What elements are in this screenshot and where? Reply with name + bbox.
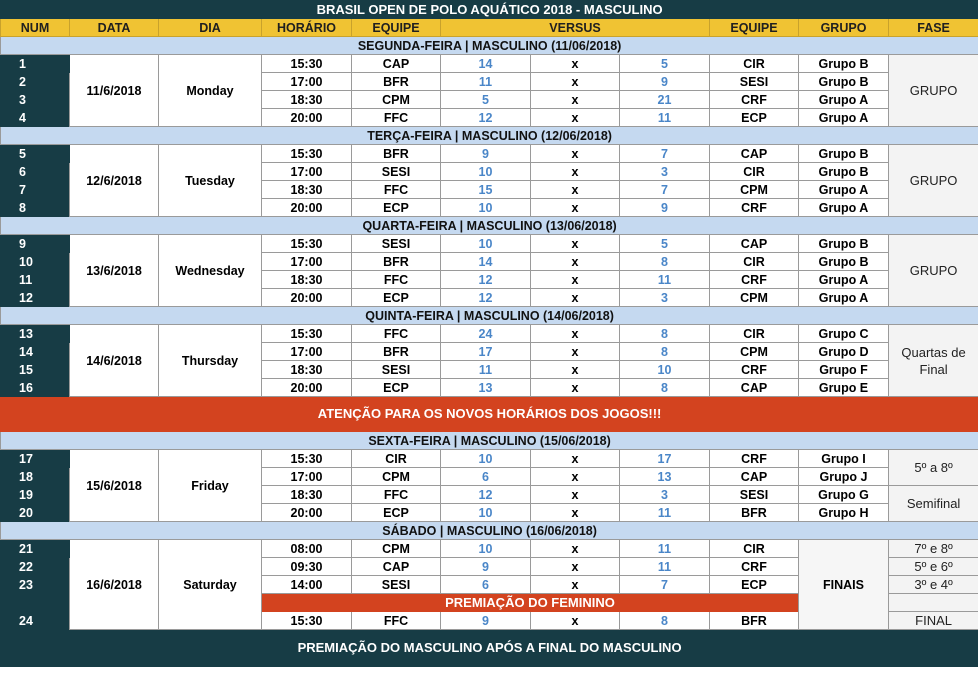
home-team: BFR — [352, 73, 441, 91]
table-row — [1, 235, 978, 253]
away-score: 3 — [620, 289, 710, 307]
away-team: CRF — [710, 361, 799, 379]
header-data: DATA — [70, 19, 159, 37]
game-time: 17:00 — [262, 343, 352, 361]
game-num: 4 — [1, 109, 70, 127]
game-date: 11/6/2018 — [70, 55, 159, 127]
game-group: Grupo B — [799, 73, 889, 91]
away-team: CIR — [710, 253, 799, 271]
title-row — [1, 1, 978, 19]
game-num: 2 — [1, 73, 70, 91]
home-team: FFC — [352, 325, 441, 343]
game-num: 12 — [1, 289, 70, 307]
home-team: CPM — [352, 540, 441, 558]
game-time: 20:00 — [262, 379, 352, 397]
game-num: 23 — [1, 576, 70, 594]
game-phase: Quartas de Final — [889, 325, 978, 397]
away-team: CRF — [710, 199, 799, 217]
away-score: 11 — [620, 504, 710, 522]
header-grupo: GRUPO — [799, 19, 889, 37]
away-score: 10 — [620, 361, 710, 379]
header-equipe-away: EQUIPE — [710, 19, 799, 37]
home-team: FFC — [352, 109, 441, 127]
away-team: CPM — [710, 343, 799, 361]
notice-banner: ATENÇÃO PARA OS NOVOS HORÁRIOS DOS JOGOS!!! — [1, 397, 978, 432]
home-score: 5 — [441, 91, 531, 109]
away-score: 9 — [620, 199, 710, 217]
home-score: 17 — [441, 343, 531, 361]
game-time: 18:30 — [262, 91, 352, 109]
game-num: 5 — [1, 145, 70, 163]
game-time: 17:00 — [262, 73, 352, 91]
day-header-row — [1, 127, 978, 145]
game-time: 18:30 — [262, 361, 352, 379]
versus-x: x — [531, 486, 620, 504]
day-header: SEXTA-FEIRA | MASCULINO (15/06/2018) — [1, 432, 978, 450]
home-team: ECP — [352, 504, 441, 522]
away-score: 11 — [620, 271, 710, 289]
away-team: BFR — [710, 504, 799, 522]
game-group: Grupo I — [799, 450, 889, 468]
game-time: 15:30 — [262, 55, 352, 73]
game-time: 20:00 — [262, 199, 352, 217]
num-empty — [1, 594, 70, 612]
game-phase: 5º a 8º — [889, 450, 978, 486]
versus-x: x — [531, 235, 620, 253]
game-group: Grupo B — [799, 235, 889, 253]
away-team: ECP — [710, 109, 799, 127]
away-team: CRF — [710, 450, 799, 468]
header-row — [1, 19, 978, 37]
game-time: 15:30 — [262, 145, 352, 163]
footer-note: PREMIAÇÃO DO MASCULINO APÓS A FINAL DO MASCULINO — [1, 630, 978, 667]
home-score: 12 — [441, 486, 531, 504]
away-team: CPM — [710, 289, 799, 307]
day-header-row — [1, 432, 978, 450]
away-team: CAP — [710, 145, 799, 163]
versus-x: x — [531, 540, 620, 558]
game-num: 21 — [1, 540, 70, 558]
game-group: Grupo A — [799, 91, 889, 109]
versus-x: x — [531, 343, 620, 361]
home-team: SESI — [352, 163, 441, 181]
game-weekday: Tuesday — [159, 145, 262, 217]
table-row — [1, 145, 978, 163]
table-row — [1, 450, 978, 468]
away-score: 8 — [620, 325, 710, 343]
day-header: QUINTA-FEIRA | MASCULINO (14/06/2018) — [1, 307, 978, 325]
away-team: CAP — [710, 379, 799, 397]
game-num: 24 — [1, 612, 70, 630]
game-time: 20:00 — [262, 109, 352, 127]
away-score: 7 — [620, 576, 710, 594]
versus-x: x — [531, 361, 620, 379]
footer-row — [1, 630, 978, 667]
home-score: 9 — [441, 612, 531, 630]
game-date: 15/6/2018 — [70, 450, 159, 522]
game-group: Grupo B — [799, 145, 889, 163]
home-team: FFC — [352, 181, 441, 199]
day-header-row — [1, 307, 978, 325]
game-num: 8 — [1, 199, 70, 217]
home-score: 12 — [441, 109, 531, 127]
away-score: 7 — [620, 181, 710, 199]
game-time: 15:30 — [262, 450, 352, 468]
game-num: 16 — [1, 379, 70, 397]
away-score: 11 — [620, 540, 710, 558]
home-score: 11 — [441, 361, 531, 379]
game-num: 20 — [1, 504, 70, 522]
day-header: QUARTA-FEIRA | MASCULINO (13/06/2018) — [1, 217, 978, 235]
away-team: ECP — [710, 576, 799, 594]
home-team: FFC — [352, 612, 441, 630]
game-group: Grupo D — [799, 343, 889, 361]
game-num: 22 — [1, 558, 70, 576]
game-num: 15 — [1, 361, 70, 379]
game-weekday: Saturday — [159, 540, 262, 630]
versus-x: x — [531, 109, 620, 127]
day-header: SEGUNDA-FEIRA | MASCULINO (11/06/2018) — [1, 37, 978, 55]
versus-x: x — [531, 91, 620, 109]
game-group: Grupo C — [799, 325, 889, 343]
away-score: 11 — [620, 558, 710, 576]
game-group: Grupo E — [799, 379, 889, 397]
game-date: 14/6/2018 — [70, 325, 159, 397]
game-group: Grupo B — [799, 55, 889, 73]
away-score: 11 — [620, 109, 710, 127]
home-score: 9 — [441, 145, 531, 163]
game-time: 18:30 — [262, 181, 352, 199]
game-num: 18 — [1, 468, 70, 486]
versus-x: x — [531, 379, 620, 397]
game-time: 15:30 — [262, 325, 352, 343]
game-group: Grupo B — [799, 163, 889, 181]
versus-x: x — [531, 612, 620, 630]
game-time: 20:00 — [262, 504, 352, 522]
game-time: 08:00 — [262, 540, 352, 558]
home-score: 12 — [441, 271, 531, 289]
game-group: Grupo A — [799, 199, 889, 217]
home-score: 10 — [441, 540, 531, 558]
home-score: 6 — [441, 576, 531, 594]
away-team: CIR — [710, 540, 799, 558]
game-phase: GRUPO — [889, 55, 978, 127]
versus-x: x — [531, 181, 620, 199]
versus-x: x — [531, 55, 620, 73]
home-score: 10 — [441, 504, 531, 522]
game-time: 17:00 — [262, 163, 352, 181]
home-score: 10 — [441, 450, 531, 468]
versus-x: x — [531, 163, 620, 181]
away-team: CIR — [710, 55, 799, 73]
game-group: Grupo A — [799, 181, 889, 199]
game-phase: FINAL — [889, 612, 978, 630]
game-num: 6 — [1, 163, 70, 181]
versus-x: x — [531, 325, 620, 343]
away-score: 13 — [620, 468, 710, 486]
home-team: CPM — [352, 91, 441, 109]
away-score: 17 — [620, 450, 710, 468]
versus-x: x — [531, 558, 620, 576]
versus-x: x — [531, 73, 620, 91]
game-phase: GRUPO — [889, 145, 978, 217]
home-score: 24 — [441, 325, 531, 343]
game-group: Grupo B — [799, 253, 889, 271]
away-score: 5 — [620, 55, 710, 73]
away-team: CAP — [710, 235, 799, 253]
away-score: 8 — [620, 379, 710, 397]
away-team: CRF — [710, 271, 799, 289]
game-weekday: Wednesday — [159, 235, 262, 307]
game-date: 12/6/2018 — [70, 145, 159, 217]
versus-x: x — [531, 450, 620, 468]
home-team: SESI — [352, 361, 441, 379]
header-fase: FASE — [889, 19, 978, 37]
game-phase: 5º e 6º — [889, 558, 978, 576]
home-team: SESI — [352, 235, 441, 253]
away-team: CAP — [710, 468, 799, 486]
game-num: 3 — [1, 91, 70, 109]
away-score: 21 — [620, 91, 710, 109]
away-score: 9 — [620, 73, 710, 91]
game-time: 09:30 — [262, 558, 352, 576]
game-num: 17 — [1, 450, 70, 468]
game-time: 20:00 — [262, 289, 352, 307]
game-date: 16/6/2018 — [70, 540, 159, 630]
game-group: Grupo F — [799, 361, 889, 379]
day-header: TERÇA-FEIRA | MASCULINO (12/06/2018) — [1, 127, 978, 145]
game-num: 1 — [1, 55, 70, 73]
versus-x: x — [531, 199, 620, 217]
game-weekday: Thursday — [159, 325, 262, 397]
versus-x: x — [531, 271, 620, 289]
game-group: Grupo A — [799, 289, 889, 307]
home-score: 6 — [441, 468, 531, 486]
versus-x: x — [531, 468, 620, 486]
game-phase: 7º e 8º — [889, 540, 978, 558]
game-num: 9 — [1, 235, 70, 253]
home-team: BFR — [352, 343, 441, 361]
home-team: CPM — [352, 468, 441, 486]
home-team: SESI — [352, 576, 441, 594]
away-team: CRF — [710, 91, 799, 109]
game-time: 17:00 — [262, 253, 352, 271]
versus-x: x — [531, 289, 620, 307]
home-team: CAP — [352, 55, 441, 73]
game-time: 15:30 — [262, 612, 352, 630]
home-score: 10 — [441, 199, 531, 217]
away-score: 8 — [620, 612, 710, 630]
versus-x: x — [531, 253, 620, 271]
home-score: 15 — [441, 181, 531, 199]
game-phase: Semifinal — [889, 486, 978, 522]
versus-x: x — [531, 145, 620, 163]
game-group: Grupo H — [799, 504, 889, 522]
away-score: 3 — [620, 163, 710, 181]
away-team: CRF — [710, 558, 799, 576]
header-horario: HORÁRIO — [262, 19, 352, 37]
home-score: 13 — [441, 379, 531, 397]
game-weekday: Monday — [159, 55, 262, 127]
game-time: 18:30 — [262, 486, 352, 504]
table-row — [1, 55, 978, 73]
game-time: 15:30 — [262, 235, 352, 253]
home-team: BFR — [352, 253, 441, 271]
header-equipe-home: EQUIPE — [352, 19, 441, 37]
away-team: CPM — [710, 181, 799, 199]
game-group: FINAIS — [799, 540, 889, 630]
table-row — [1, 325, 978, 343]
header-num: NUM — [1, 19, 70, 37]
day-header-row — [1, 37, 978, 55]
game-time: 17:00 — [262, 468, 352, 486]
versus-x: x — [531, 504, 620, 522]
home-score: 9 — [441, 558, 531, 576]
game-date: 13/6/2018 — [70, 235, 159, 307]
game-num: 19 — [1, 486, 70, 504]
game-num: 7 — [1, 181, 70, 199]
away-score: 5 — [620, 235, 710, 253]
away-score: 7 — [620, 145, 710, 163]
home-team: ECP — [352, 289, 441, 307]
away-team: SESI — [710, 73, 799, 91]
day-header: SÁBADO | MASCULINO (16/06/2018) — [1, 522, 978, 540]
home-team: CAP — [352, 558, 441, 576]
header-dia: DIA — [159, 19, 262, 37]
game-time: 14:00 — [262, 576, 352, 594]
away-score: 8 — [620, 253, 710, 271]
game-group: Grupo A — [799, 109, 889, 127]
day-header-row — [1, 217, 978, 235]
away-score: 3 — [620, 486, 710, 504]
home-score: 10 — [441, 163, 531, 181]
game-group: Grupo J — [799, 468, 889, 486]
away-team: CIR — [710, 163, 799, 181]
home-team: CIR — [352, 450, 441, 468]
game-phase: GRUPO — [889, 235, 978, 307]
header-versus: VERSUS — [441, 19, 710, 37]
phase-empty — [889, 594, 978, 612]
page-title: BRASIL OPEN DE POLO AQUÁTICO 2018 - MASCULINO — [1, 1, 978, 19]
home-score: 14 — [441, 55, 531, 73]
game-weekday: Friday — [159, 450, 262, 522]
award-feminine: PREMIAÇÃO DO FEMININO — [262, 594, 799, 612]
game-num: 10 — [1, 253, 70, 271]
away-score: 8 — [620, 343, 710, 361]
away-team: SESI — [710, 486, 799, 504]
table-row — [1, 540, 978, 558]
away-team: CIR — [710, 325, 799, 343]
game-num: 11 — [1, 271, 70, 289]
home-team: ECP — [352, 199, 441, 217]
game-phase: 3º e 4º — [889, 576, 978, 594]
game-time: 18:30 — [262, 271, 352, 289]
home-score: 12 — [441, 289, 531, 307]
notice-row — [1, 397, 978, 432]
home-score: 11 — [441, 73, 531, 91]
home-team: BFR — [352, 145, 441, 163]
home-score: 14 — [441, 253, 531, 271]
away-team: BFR — [710, 612, 799, 630]
game-group: Grupo A — [799, 271, 889, 289]
game-num: 13 — [1, 325, 70, 343]
home-team: FFC — [352, 271, 441, 289]
home-team: FFC — [352, 486, 441, 504]
home-team: ECP — [352, 379, 441, 397]
game-group: Grupo G — [799, 486, 889, 504]
home-score: 10 — [441, 235, 531, 253]
day-header-row — [1, 522, 978, 540]
game-num: 14 — [1, 343, 70, 361]
versus-x: x — [531, 576, 620, 594]
